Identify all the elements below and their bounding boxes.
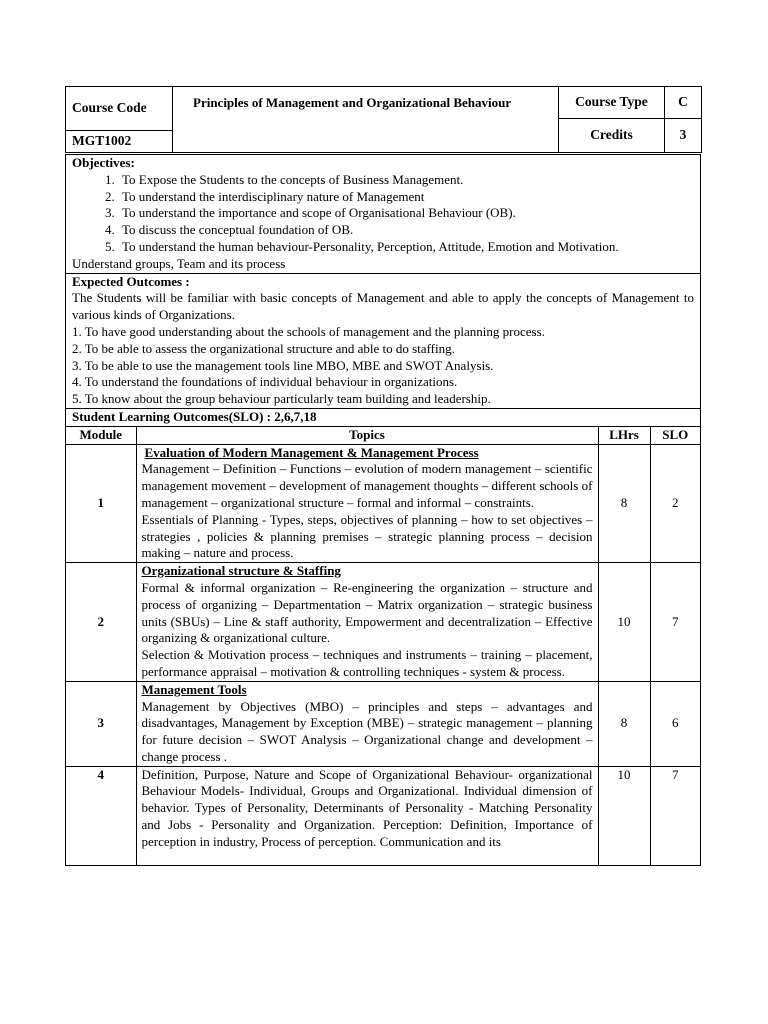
lhrs-column-header: LHrs (598, 426, 650, 444)
objective-item: 5. To understand the human behaviour-Personality, Perception, Attitude, Emotion and Motivation. (118, 239, 694, 256)
course-code-label: Course Code (66, 87, 173, 131)
course-type-value: C (665, 87, 702, 119)
objectives-heading: Objectives: (72, 155, 135, 170)
outcome-item: 1. To have good understanding about the schools of management and the planning process. (72, 323, 545, 339)
course-code-value: MGT1002 (66, 131, 173, 153)
module-paragraph: Selection & Motivation process – techniques and instruments – training – placement, performance appraisal – motivation & controlling techniques - system & process. (141, 647, 593, 679)
module-number: 1 (66, 444, 136, 563)
module-heading: Organizational structure & Staffing (141, 563, 341, 579)
table-row (66, 766, 700, 865)
module-column-header: Module (66, 426, 136, 444)
objective-item: 3. To understand the importance and scope of Organisational Behaviour (OB). (118, 205, 694, 222)
module-slo: 6 (650, 681, 700, 766)
table-row (66, 563, 700, 682)
module-paragraph: Management – Definition – Functions – evolution of modern management – scientific management movement – development of management thoughts – different schools of management – organizational structure – formal and informal – constraints. (141, 461, 593, 510)
module-paragraph: Definition, Purpose, Nature and Scope of Organizational Behaviour- organizational Behaviour Models- Individual, Groups and Organizational. Individual dimension of behavior. Types of Personality, Determinants of Personality - Matching Personality and Jobs - Personality and Organization. Perception: Definition, Importance of perception in industry, Process of perception. Communication and its (141, 766, 593, 849)
topics-column-header: Topics (136, 426, 598, 444)
module-paragraph: Essentials of Planning - Types, steps, objectives of planning – how to set objectives – strategies , policies & planning premises – strategic planning process – decision making – nature and process. (141, 511, 593, 561)
credits-value: 3 (665, 119, 702, 153)
module-lhrs: 10 (598, 766, 650, 865)
credits-label: Credits (559, 119, 665, 153)
objectives-trailing-line: Understand groups, Team and its process (72, 255, 286, 271)
module-paragraph: Formal & informal organization – Re-engineering the organization – structure and process of organizing – Departmentation – Matrix organization – strategic business units (SBUs) – Line & staff authority, Empowerment and decentralization – Effective organizing & organizational culture. (141, 579, 593, 646)
outcome-item: 4. To understand the foundations of individual behaviour in organizations. (72, 374, 458, 390)
module-number: 2 (66, 563, 136, 682)
outcome-item: 5. To know about the group behaviour particularly team building and leadership. (72, 391, 491, 407)
module-topics (136, 681, 598, 766)
module-lhrs: 8 (598, 444, 650, 563)
module-number: 3 (66, 681, 136, 766)
objectives-list (72, 172, 694, 256)
module-slo: 2 (650, 444, 700, 563)
module-topics (136, 444, 598, 563)
module-topics (136, 563, 598, 682)
outcome-item: 2. To be able to assess the organizational structure and able to do staffing. (72, 340, 455, 356)
module-slo: 7 (650, 766, 700, 865)
outcomes-heading: Expected Outcomes : (72, 273, 190, 289)
module-paragraph: Management by Objectives (MBO) – principles and steps – advantages and disadvantages, Management by Exception (MBE) – strategic management – planning for future decision – SWOT Analysis – Organizational change and development – change process . (141, 698, 593, 764)
objective-item: 4. To discuss the conceptual foundation of OB. (118, 222, 694, 239)
module-heading: Evaluation of Modern Management & Management Process (144, 444, 479, 460)
objectives-section (66, 154, 700, 273)
module-number: 4 (66, 766, 136, 865)
module-heading: Management Tools (141, 681, 247, 697)
objective-item: 2. To understand the interdisciplinary nature of Management (118, 189, 694, 206)
module-table (66, 426, 700, 865)
slo-column-header: SLO (650, 426, 700, 444)
slo-line: Student Learning Outcomes(SLO) : 2,6,7,18 (66, 408, 700, 426)
outcome-item: 3. To be able to use the management tools line MBO, MBE and SWOT Analysis. (72, 357, 494, 373)
module-lhrs: 10 (598, 563, 650, 682)
module-lhrs: 8 (598, 681, 650, 766)
module-slo: 7 (650, 563, 700, 682)
table-row (66, 444, 700, 563)
table-row (66, 681, 700, 766)
outcomes-section (66, 273, 700, 408)
syllabus-body (65, 154, 701, 866)
course-title: Principles of Management and Organizational Behaviour (173, 87, 559, 153)
outcomes-intro: The Students will be familiar with basic concepts of Management and able to apply the concepts of Management to various kinds of Organizations. (72, 290, 694, 323)
course-header-table (65, 86, 702, 153)
module-topics (136, 766, 598, 865)
course-type-label: Course Type (559, 87, 665, 119)
module-table-header-row (66, 426, 700, 444)
objective-item: 1. To Expose the Students to the concepts of Business Management. (118, 172, 694, 189)
